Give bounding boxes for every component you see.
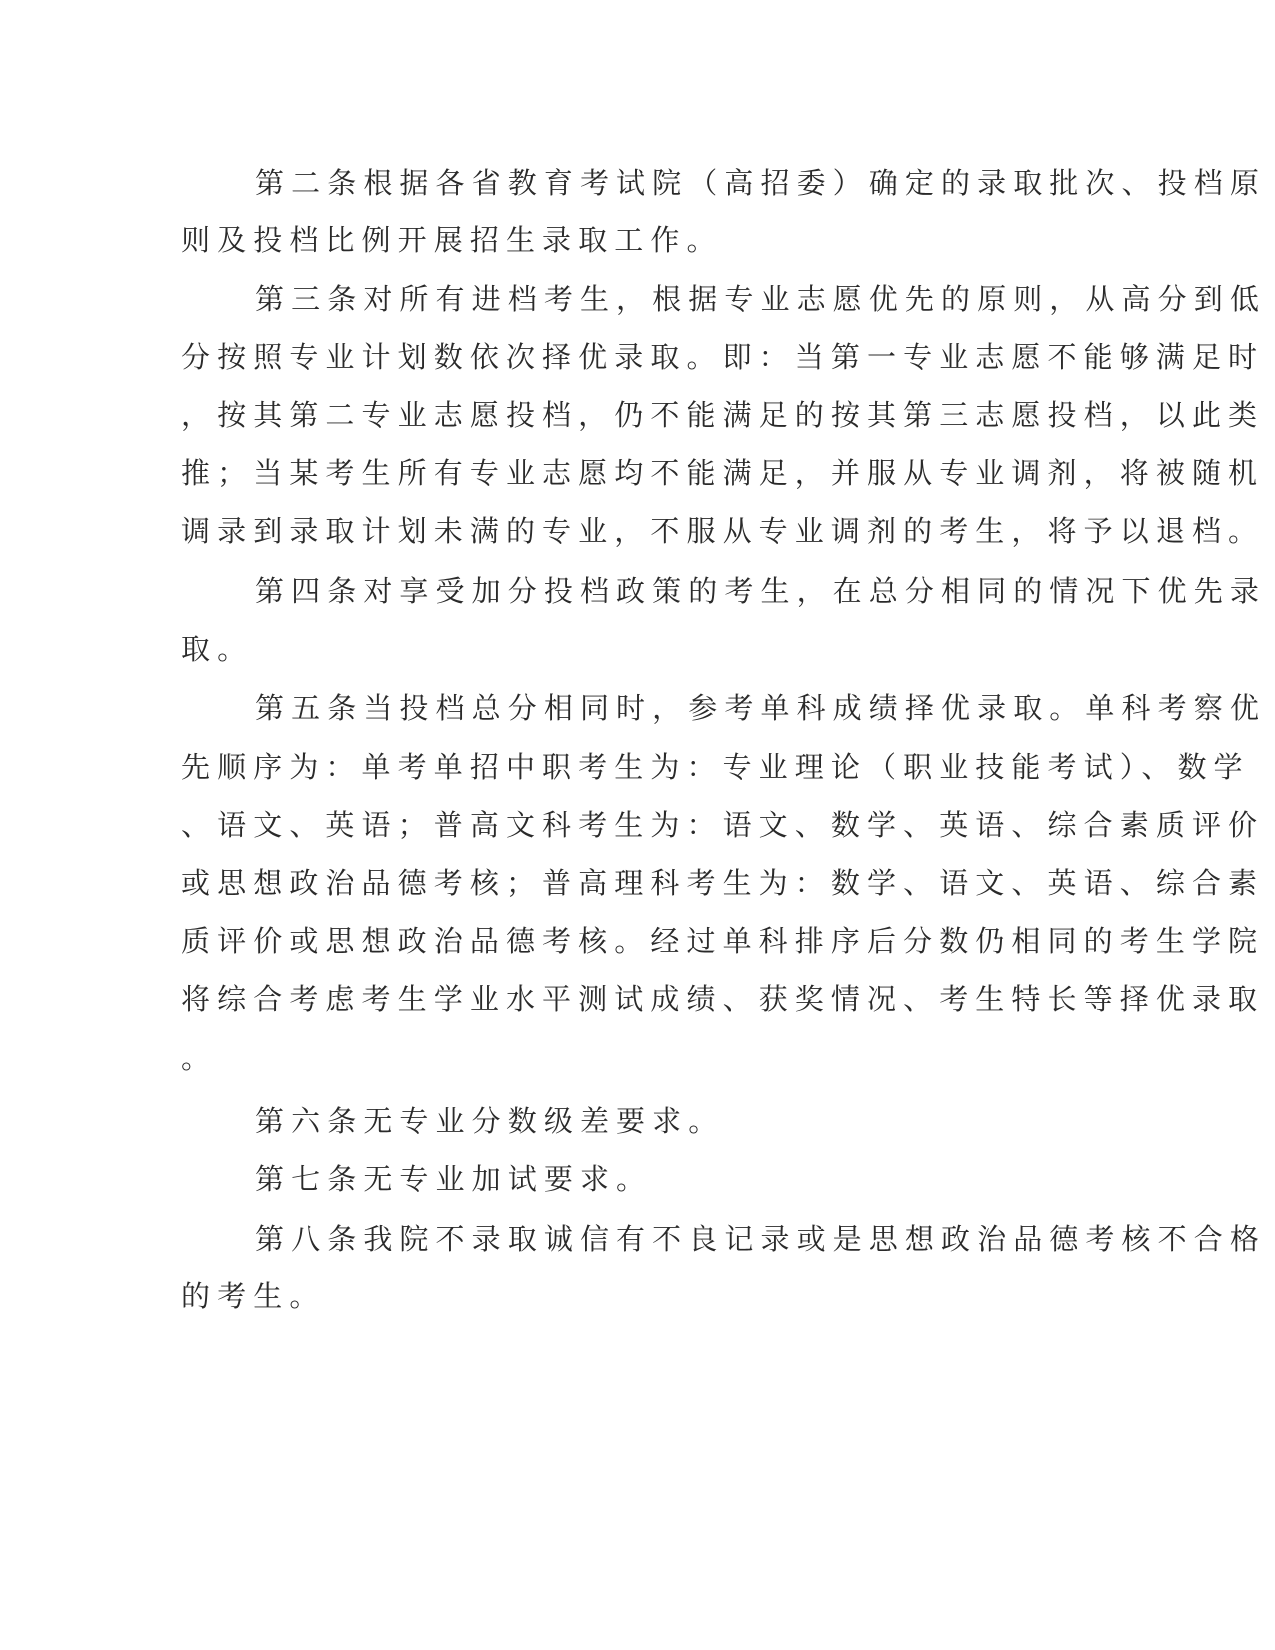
article-3-line-1: 第三条对所有进档考生，根据专业志愿优先的原则，从高分到低 bbox=[255, 282, 1266, 316]
article-4-line-2: 取。 bbox=[181, 632, 254, 666]
article-8-line-2: 的考生。 bbox=[181, 1279, 326, 1313]
article-6-line-1: 第六条无专业分数级差要求。 bbox=[255, 1104, 725, 1138]
article-5-line-5: 质评价或思想政治品德考核。经过单科排序后分数仍相同的考生学院 bbox=[181, 924, 1265, 958]
article-5-line-3: 、语文、英语；普高文科考生为：语文、数学、英语、综合素质评价 bbox=[181, 808, 1265, 842]
article-5-line-1: 第五条当投档总分相同时，参考单科成绩择优录取。单科考察优 bbox=[255, 691, 1266, 725]
article-2-line-2: 则及投档比例开展招生录取工作。 bbox=[181, 223, 723, 257]
article-3-line-5: 调录到录取计划未满的专业，不服从专业调剂的考生，将予以退档。 bbox=[181, 514, 1265, 548]
article-7-line-1: 第七条无专业加试要求。 bbox=[255, 1162, 653, 1196]
article-5-line-2: 先顺序为：单考单招中职考生为：专业理论（职业技能考试）、数学 bbox=[181, 750, 1250, 784]
article-3-line-3: ，按其第二专业志愿投档，仍不能满足的按其第三志愿投档，以此类 bbox=[181, 398, 1265, 432]
article-5-line-6: 将综合考虑考生学业水平测试成绩、获奖情况、考生特长等择优录取 bbox=[181, 982, 1265, 1016]
article-2-line-1: 第二条根据各省教育考试院（高招委）确定的录取批次、投档原 bbox=[255, 166, 1266, 200]
article-8-line-1: 第八条我院不录取诚信有不良记录或是思想政治品德考核不合格 bbox=[255, 1222, 1266, 1256]
article-3-line-4: 推；当某考生所有专业志愿均不能满足，并服从专业调剂，将被随机 bbox=[181, 456, 1265, 490]
article-4-line-1: 第四条对享受加分投档政策的考生，在总分相同的情况下优先录 bbox=[255, 574, 1266, 608]
article-3-line-2: 分按照专业计划数依次择优录取。即：当第一专业志愿不能够满足时 bbox=[181, 340, 1265, 374]
article-5-line-7: 。 bbox=[181, 1041, 218, 1075]
article-5-line-4: 或思想政治品德考核；普高理科考生为：数学、语文、英语、综合素 bbox=[181, 866, 1265, 900]
